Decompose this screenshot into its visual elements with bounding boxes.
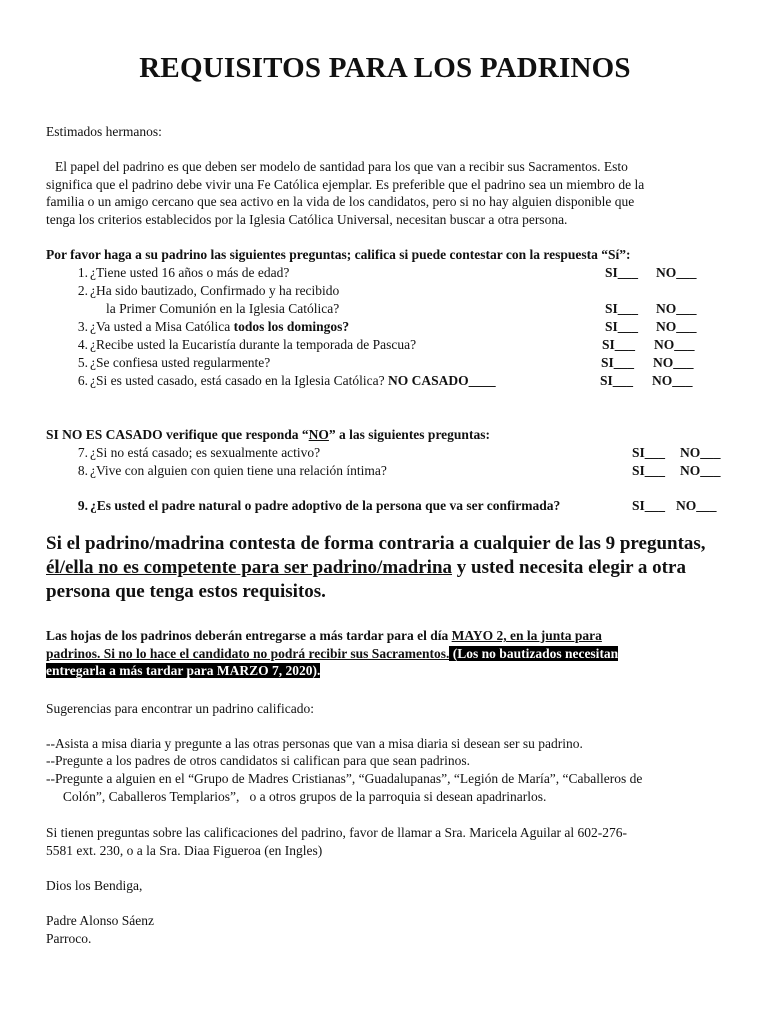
questions-header: Por favor haga a su padrino las siguientes preguntas; califica si puede contestar con la respuesta “Sí”: <box>46 247 631 262</box>
question-text: ¿Ha sido bautizado, Confirmado y ha recibido <box>90 283 340 298</box>
suggestion-item-continued: Colón”, Caballeros Templarios”, o a otros grupos de la parroquia si desean apadrinarlos. <box>46 789 547 804</box>
question-number: 2. <box>77 283 88 298</box>
contact-line: 5581 ext. 230, o a la Sra. Diaa Figueroa (en Ingles) <box>46 842 323 858</box>
closing: Dios los Bendiga, <box>46 878 143 893</box>
no-answer-blank[interactable]: NO___ <box>680 445 721 460</box>
deadline-warning: padrinos. Si no lo hace el candidato no podrá recibir sus Sacramentos. <box>46 645 450 661</box>
no-answer-blank[interactable]: NO___ <box>656 319 697 334</box>
si-answer-blank[interactable]: SI___ <box>601 355 635 370</box>
suggestion-item: --Pregunte a alguien en el “Grupo de Madres Cristianas”, “Guadalupanas”, “Legión de María”, “Caballeros de <box>46 771 643 786</box>
intro-line: tenga los criterios establecidos por la Iglesia Católica Universal, necesitan buscar a otra persona. <box>46 211 568 227</box>
question-row <box>70 497 730 515</box>
no-answer-blank[interactable]: NO___ <box>656 265 697 280</box>
question-text: ¿Si no está casado; es sexualmente activo? <box>90 445 321 460</box>
contact-line: Si tienen preguntas sobre las calificaciones del padrino, favor de llamar a Sra. Maricela Aguilar al 602-276- <box>46 825 628 840</box>
deadline-date: MAYO 2, en la junta para <box>451 628 602 643</box>
question-number: 3. <box>77 319 88 334</box>
question-text: ¿Tiene usted 16 años o más de edad? <box>90 265 290 280</box>
question-number: 1. <box>77 265 88 280</box>
suggestions-header: Sugerencias para encontrar un padrino calificado: <box>46 701 315 716</box>
unbaptized-deadline: entregarla a más tardar para MARZO 7, 2020). <box>46 663 321 678</box>
question-text: ¿Si es usted casado, está casado en la Iglesia Católica? NO CASADO____ <box>90 373 496 388</box>
question-row-continuation <box>70 300 730 318</box>
greeting: Estimados hermanos: <box>46 124 162 139</box>
question-number: 5. <box>77 355 88 370</box>
intro-line: familia o un amigo cercano que sea activo en la vida de los candidatos, pero si no hay alguien disponible que <box>46 194 635 209</box>
si-answer-blank[interactable]: SI___ <box>605 301 639 316</box>
competence-warning: Si el padrino/madrina contesta de forma contraria a cualquier de las 9 preguntas, él/ella no es competente para ser padrino/madrina y usted necesita elegir a otra persona que tenga estos requisitos. <box>46 533 706 602</box>
no-answer-blank[interactable]: NO___ <box>656 301 697 316</box>
no-answer-blank[interactable]: NO___ <box>654 337 695 352</box>
question-number: 7. <box>77 445 88 460</box>
si-answer-blank[interactable]: SI___ <box>632 445 666 460</box>
question-number: 8. <box>77 463 88 478</box>
unbaptized-note: (Los no bautizados necesitan <box>449 645 619 661</box>
question-row <box>70 282 730 300</box>
no-answer-blank[interactable]: NO___ <box>652 373 693 388</box>
no-emphasis: NO <box>308 427 329 442</box>
question-text: ¿Es usted el padre natural o padre adoptivo de la persona que va ser confirmada? <box>90 498 561 513</box>
question-number: 4. <box>77 337 88 352</box>
question-row <box>70 444 730 462</box>
question-text: ¿Vive con alguien con quien tiene una relación íntima? <box>90 463 387 478</box>
deadline-notice: Las hojas de los padrinos deberán entregarse a más tardar para el día MAYO 2, en la junta para padrinos. Si no lo hace el candidato no podrá recibir sus Sacramentos. (Los no bautizados necesitan entregarla a más tardar para MARZO 7, 2020). <box>46 628 619 678</box>
suggestion-item: --Pregunte a los padres de otros candidatos si califican para que sean padrinos. <box>46 753 470 768</box>
question-text: ¿Se confiesa usted regularmente? <box>90 355 271 370</box>
question-number: 9. <box>77 498 88 513</box>
not-married-blank[interactable]: NO CASADO____ <box>388 373 496 388</box>
si-answer-blank[interactable]: SI___ <box>632 463 666 478</box>
no-answer-blank[interactable]: NO___ <box>676 498 717 513</box>
si-answer-blank[interactable]: SI___ <box>605 265 639 280</box>
intro-line: El papel del padrino es que deben ser modelo de santidad para los que van a recibir sus Sacramentos. Esto <box>55 159 628 174</box>
question-row <box>70 318 730 336</box>
question-emphasis: todos los domingos? <box>233 319 350 334</box>
intro-paragraph <box>46 158 726 228</box>
question-text: ¿Va usted a Misa Católica todos los domingos? <box>90 319 350 334</box>
question-row <box>70 354 730 372</box>
question-row <box>70 462 730 480</box>
intro-line: significa que el padrino debe vivir una Fe Católica ejemplar. Es preferible que el padrino sea un miembro de la <box>46 176 645 192</box>
question-number: 6. <box>77 373 88 388</box>
warning-underlined: él/ella no es competente para ser padrino/madrina <box>46 557 453 578</box>
document-title: REQUISITOS PARA LOS PADRINOS <box>139 52 631 84</box>
signature-name: Padre Alonso Sáenz <box>46 913 154 928</box>
question-row <box>70 336 730 354</box>
suggestion-item: --Asista a misa diaria y pregunte a las otras personas que van a misa diaria si desean ser su padrino. <box>46 736 583 751</box>
si-answer-blank[interactable]: SI___ <box>605 319 639 334</box>
question-row <box>70 264 730 282</box>
contact-paragraph <box>46 824 726 859</box>
si-answer-blank[interactable]: SI___ <box>632 498 666 513</box>
si-answer-blank[interactable]: SI___ <box>602 337 636 352</box>
signature-title: Parroco. <box>46 931 92 946</box>
si-answer-blank[interactable]: SI___ <box>600 373 634 388</box>
no-answer-blank[interactable]: NO___ <box>680 463 721 478</box>
unmarried-header: SI NO ES CASADO verifique que responda “NO” a las siguientes preguntas: <box>46 427 490 442</box>
no-answer-blank[interactable]: NO___ <box>653 355 694 370</box>
question-row <box>70 372 730 390</box>
question-text-continued: la Primer Comunión en la Iglesia Católica? <box>106 301 340 316</box>
question-text: ¿Recibe usted la Eucaristía durante la temporada de Pascua? <box>90 337 417 352</box>
